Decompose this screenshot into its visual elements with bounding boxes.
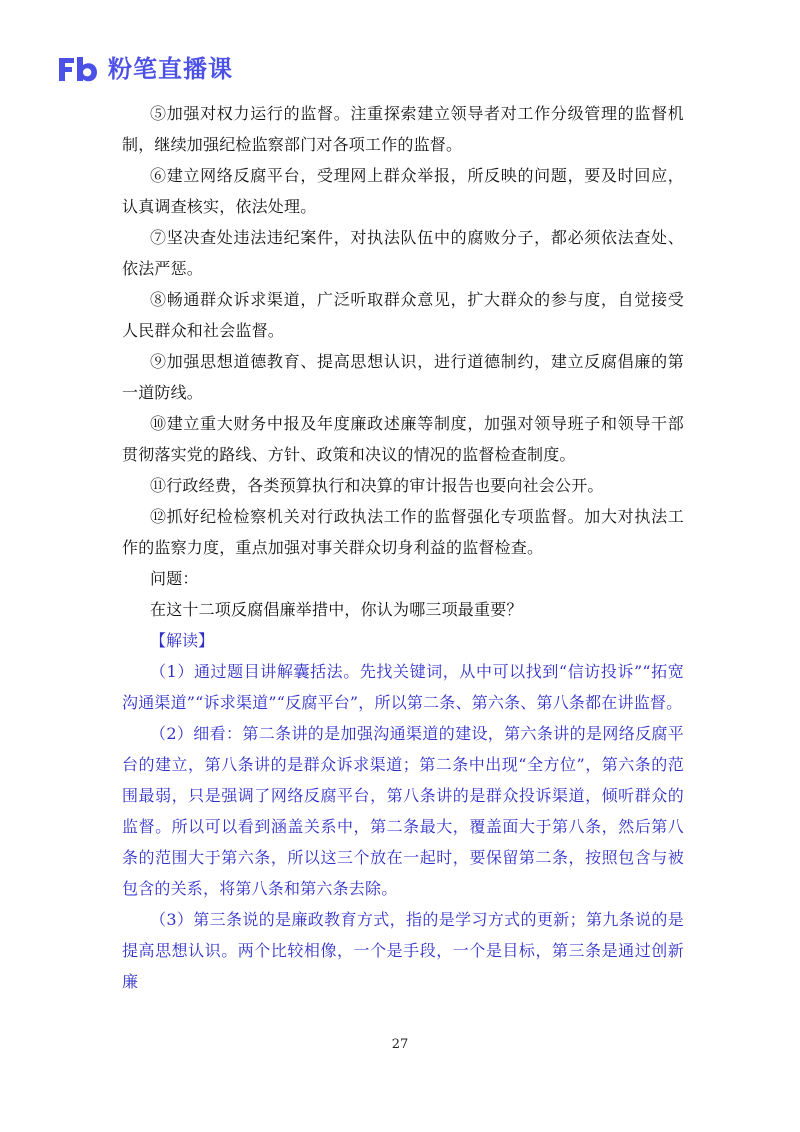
measure-item-5: ⑤加强对权力运行的监督。注重探索建立领导者对工作分级管理的监督机制，继续加强纪检监察部门对各项工作的监督。 — [122, 104, 684, 154]
analysis-heading: 【解读】 — [150, 631, 215, 650]
analysis-paragraph-1: （1）通过题目讲解囊括法。先找关键词，从中可以找到“信访投诉”“拓宽沟通渠道”“诉求渠道”“反腐平台”，所以第二条、第六条、第八条都在讲监督。 — [122, 662, 684, 712]
measure-item-6: ⑥建立网络反腐平台，受理网上群众举报，所反映的问题，要及时回应，认真调查核实，依法处理。 — [122, 166, 684, 216]
page-number: 27 — [391, 1037, 409, 1052]
measure-item-7: ⑦坚决查处违法违纪案件，对执法队伍中的腐败分子，都必须依法查处、依法严惩。 — [122, 228, 684, 278]
measure-item-12: ⑫抓好纪检检察机关对行政执法工作的监督强化专项监督。加大对执法工作的监察力度，重点加强对事关群众切身利益的监督检查。 — [122, 507, 684, 557]
brand-name: 粉笔直播课 — [108, 55, 233, 83]
measure-item-10: ⑩建立重大财务中报及年度廉政述廉等制度，加强对领导班子和领导干部贯彻落实党的路线、方针、政策和决议的情况的监督检查制度。 — [122, 414, 684, 464]
fb-logo-icon — [56, 54, 100, 84]
analysis-paragraph-2: （2）细看：第二条讲的是加强沟通渠道的建设，第六条讲的是网络反腐平台的建立，第八条讲的是群众诉求渠道；第二条中出现“全方位”，第六条的范围最弱，只是强调了网络反腐平台，第八条讲的是群众投诉渠道，倾听群众的监督。所以可以看到涵盖关系中，第二条最大，覆盖面大于第八条，然后第八条的范围大于第六条，所以这三个放在一起时，要保留第二条，按照包含与被包含的关系，将第八条和第六条去除。 — [122, 724, 684, 898]
measure-item-9: ⑨加强思想道德教育、提高思想认识，进行道德制约，建立反腐倡廉的第一道防线。 — [122, 352, 684, 402]
measure-item-11: ⑪行政经费，各类预算执行和决算的审计报告也要向社会公开。 — [150, 476, 604, 495]
analysis-paragraph-3: （3）第三条说的是廉政教育方式，指的是学习方式的更新；第九条说的是提高思想认识。两个比较相像，一个是手段，一个是目标，第三条是通过创新廉 — [122, 910, 684, 991]
question-label: 问题： — [150, 569, 199, 588]
document-body — [122, 98, 684, 997]
measure-item-8: ⑧畅通群众诉求渠道，广泛听取群众意见，扩大群众的参与度，自觉接受人民群众和社会监督。 — [122, 290, 684, 340]
page-header — [56, 52, 233, 86]
question-text: 在这十二项反腐倡廉举措中，你认为哪三项最重要？ — [150, 600, 523, 619]
